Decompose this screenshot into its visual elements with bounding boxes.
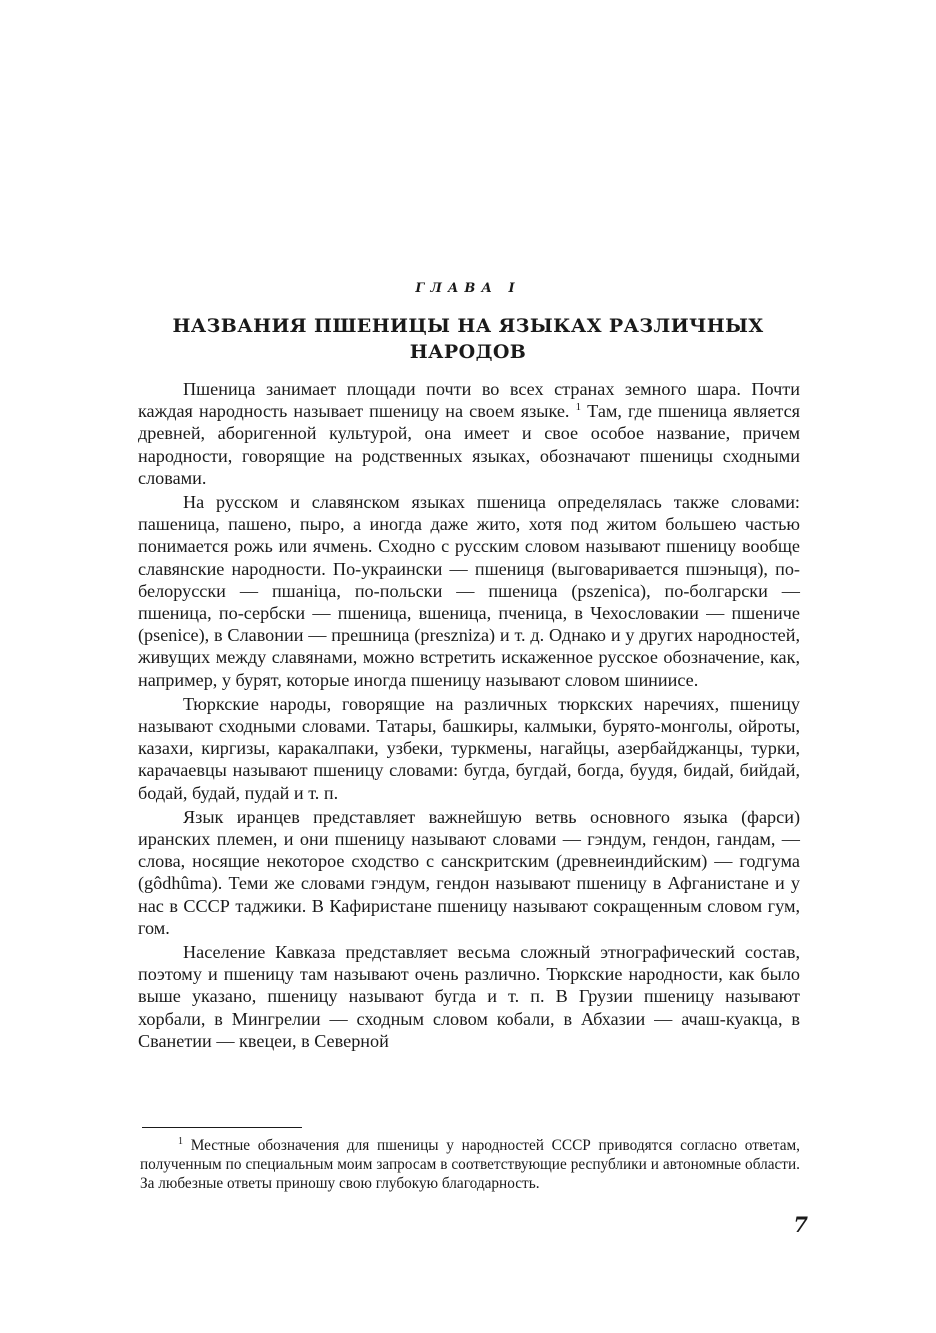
paragraph: Тюркские народы, говорящие на различных тюркских наречиях, пшеницу называют сходными словами. Татары, башкиры, калмыки, бурято-монголы, ойроты, казахи, киргизы, каракалпаки, узбеки, туркмены, нагайцы, азербайджанцы, турки, карачаевцы называют пшеницу словами: бугда, бугдай, богда, буудя, бидай, бийдай, бодай, будай, пудай и т. п.: [138, 693, 800, 803]
paragraph: Язык иранцев представляет важнейшую ветвь основного языка (фарси) иранских племен, и они пшеницу называют словами — гэндум, гендон, гандам, — слова, носящие некоторое сходство с санскритским (древнеиндийским) — годгума (gôdhûma). Теми же словами гэндум, гендон называют пшеницу в Афганистане и у нас в СССР таджики. В Кафиристане пшеницу называют сокращенным словом гум, гом.: [138, 806, 800, 938]
paragraph: [138, 378, 800, 489]
paragraph-text: Там, где пшеница является древней, аборигенной культурой, она имеет и свое особое название, причем народности, говорящие на родственных языках, обозначают пшеницы сходными словами.: [138, 401, 801, 488]
paragraph: На русском и славянском языках пшеница определялась также словами: пашеница, пашено, пыро, а иногда даже жито, хотя под житом большею частью понимается рожь или ячмень. Сходно с русским словом называют пшеницу вообще славянские народности. По-украински — пшениця (выговаривается пшэныця), по-белорусски — пшаніца, по-польски — пшеница (pszenica), по-болгарски — пшеница, по-сербски — пшеница, вшеница, пченица, в Чехословакии — пшениче (psenice), в Славонии — прешница (presznіza) и т. д. Однако и у других народностей, живущих между славянами, можно встретить искаженное русское обозначение, как, например, у бурят, которые иногда пшеницу называют словом шиниисе.: [138, 492, 800, 690]
body-text: [138, 378, 800, 1054]
chapter-title: НАЗВАНИЯ ПШЕНИЦЫ НА ЯЗЫКАХ РАЗЛИЧНЫХ НАРОДОВ: [172, 315, 764, 363]
footnote: [140, 1136, 800, 1193]
chapter-label: ГЛАВА I: [415, 281, 521, 296]
page-number: 7: [793, 1212, 808, 1237]
footnote-reference: 1: [575, 401, 582, 414]
footnote-text: Местные обозначения для пшеницы у народностей СССР приводятся согласно ответам, полученным по специальным моим запросам в соответствующие республики и автономные области. За любезные ответы приношу свою глубокую благодарность.: [140, 1137, 800, 1192]
paragraph: Население Кавказа представляет весьма сложный этнографический состав, поэтому и пшеницу там называют очень различно. Тюркские народности, как было выше указано, пшеницу называют бугда и т. п. В Грузии пшеницу называют хорбали, в Мингрелии — сходным словом кобали, в Абхазии — ачаш-куакца, в Сванетии — квецеи, в Северной: [138, 942, 800, 1051]
paragraph-text: Пшеница занимает площади почти во всех странах земного шара. Почти каждая народность называет пшеницу на своем языке.: [138, 379, 800, 422]
footnote-marker: 1: [178, 1135, 183, 1147]
footnote-divider: [142, 1127, 302, 1128]
